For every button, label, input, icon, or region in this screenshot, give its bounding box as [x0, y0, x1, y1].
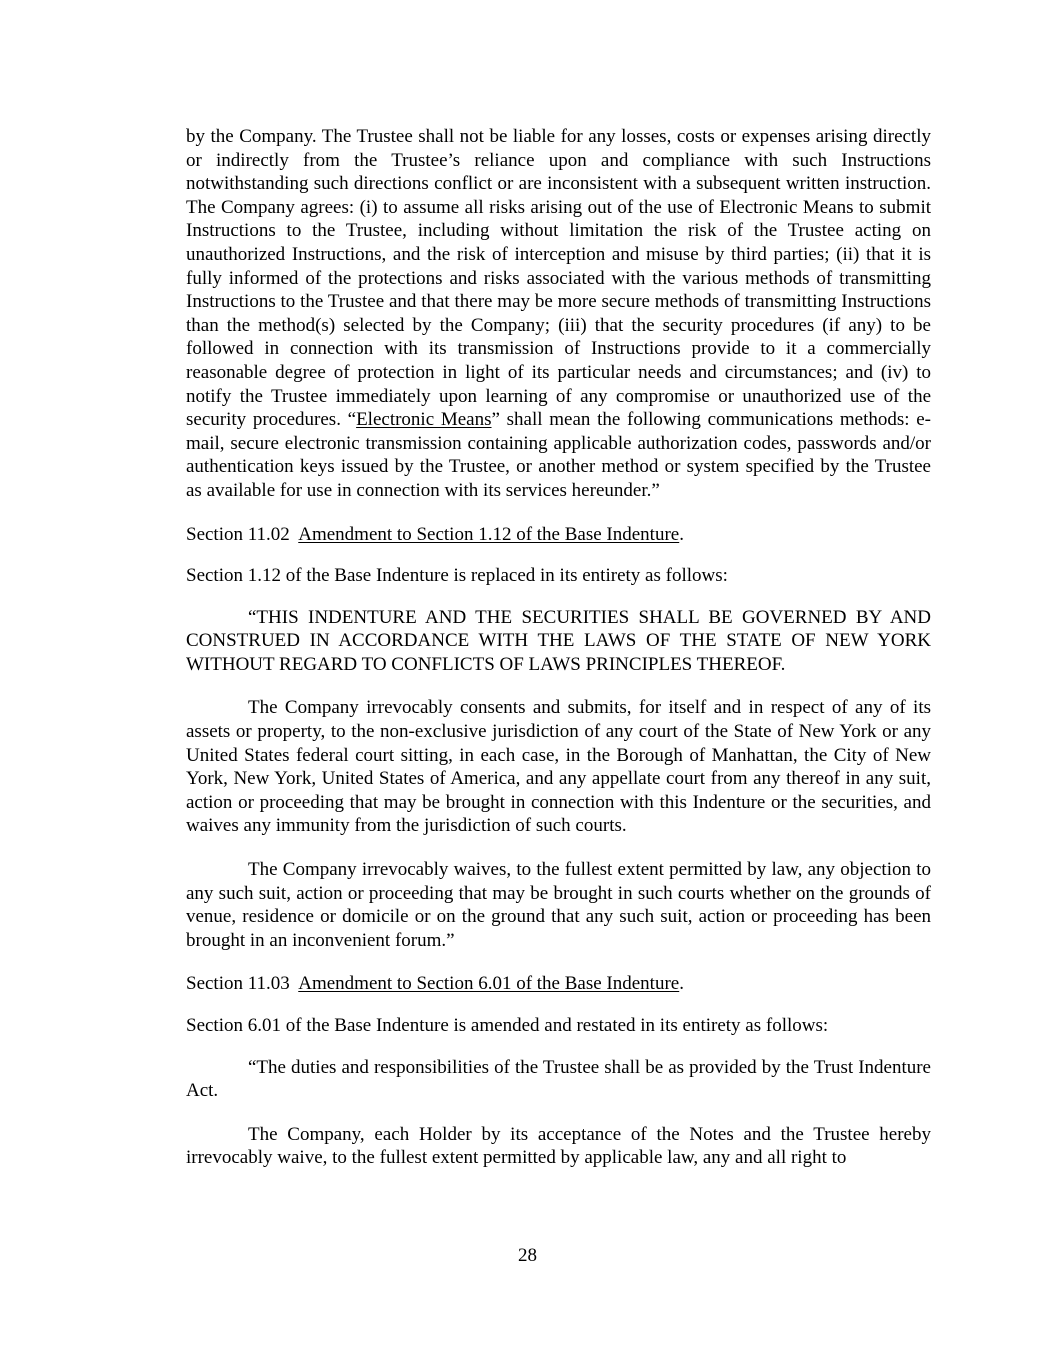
section-number: Section 11.02: [186, 523, 299, 545]
section-title-period: .: [679, 973, 684, 995]
paragraph-text: ” shall mean the following communications methods: e-mail, secure electronic transmission containing applicable authorization codes, passwords and/or authentication keys issued by the Trustee, or another method or system specified by the Trustee as available for use in connection with its services hereunder.”: [186, 409, 931, 501]
defined-term-electronic-means: Electronic Means: [356, 409, 492, 431]
paragraph-trustee-duties: “The duties and responsibilities of the Trustee shall be as provided by the Trust Indenture Act.: [186, 1056, 931, 1102]
document-page: [186, 125, 931, 1190]
paragraph-jury-waiver: The Company, each Holder by its acceptance of the Notes and the Trustee hereby irrevocably waive, to the fullest extent permitted by applicable law, any and all right to: [186, 1123, 931, 1169]
paragraph-jurisdiction-consent: The Company irrevocably consents and submits, for itself and in respect of any of its assets or property, to the non-exclusive jurisdiction of any court of the State of New York or any United States federal court sitting, in each case, in the Borough of Manhattan, the City of New York, New York, United States of America, and any appellate court from any thereof in any suit, action or proceeding that may be brought in connection with this Indenture or the securities, and waives any immunity from the jurisdiction of such courts.: [186, 697, 931, 837]
paragraph-text: by the Company. The Trustee shall not be liable for any losses, costs or expenses arising directly or indirectly from the Trustee’s reliance upon and compliance with such Instructions notwithstanding such directions conflict or are inconsistent with a subsequent written instruction. The Company agrees: (i) to assume all risks arising out of the use of Electronic Means to submit Instructions to the Trustee, including without limitation the risk of the Trustee acting on unauthorized Instructions, and the risk of interception and misuse by third parties; (ii) that it is fully informed of the protections and risks associated with the various methods of transmitting Instructions to the Trustee and that there may be more secure methods of transmitting Instructions than the method(s) selected by the Company; (iii) that the security procedures (if any) to be followed in connection with its transmission of Instructions provide to it a commercially reasonable degree of protection in light of its particular needs and circumstances; and (iv) to notify the Trustee immediately upon learning of any compromise or unauthorized use of the security procedures. “: [186, 126, 931, 431]
paragraph-governing-law: “THIS INDENTURE AND THE SECURITIES SHALL BE GOVERNED BY AND CONSTRUED IN ACCORDANCE WITH THE LAWS OF THE STATE OF NEW YORK WITHOUT REGARD TO CONFLICTS OF LAWS PRINCIPLES THEREOF.: [186, 606, 931, 675]
section-heading-11-02: [186, 523, 931, 547]
section-number: Section 11.03: [186, 973, 299, 995]
section-title-period: .: [679, 523, 684, 545]
paragraph-section-1-12-intro: Section 1.12 of the Base Indenture is replaced in its entirety as follows:: [186, 565, 728, 587]
page-number: 28: [518, 1245, 537, 1266]
paragraph-section-6-01-intro: Section 6.01 of the Base Indenture is amended and restated in its entirety as follows:: [186, 1015, 829, 1036]
section-title: Amendment to Section 6.01 of the Base Indenture: [298, 973, 680, 995]
section-title: Amendment to Section 1.12 of the Base Indenture: [298, 523, 680, 545]
paragraph-electronic-means: [186, 125, 931, 503]
paragraph-venue-waiver: The Company irrevocably waives, to the fullest extent permitted by law, any objection to any such suit, action or proceeding that may be brought in such courts whether on the grounds of venue, residence or domicile or on the ground that any such suit, action or proceeding has been brought in an inconvenient forum.”: [186, 859, 931, 951]
section-heading-11-03: [186, 972, 931, 996]
